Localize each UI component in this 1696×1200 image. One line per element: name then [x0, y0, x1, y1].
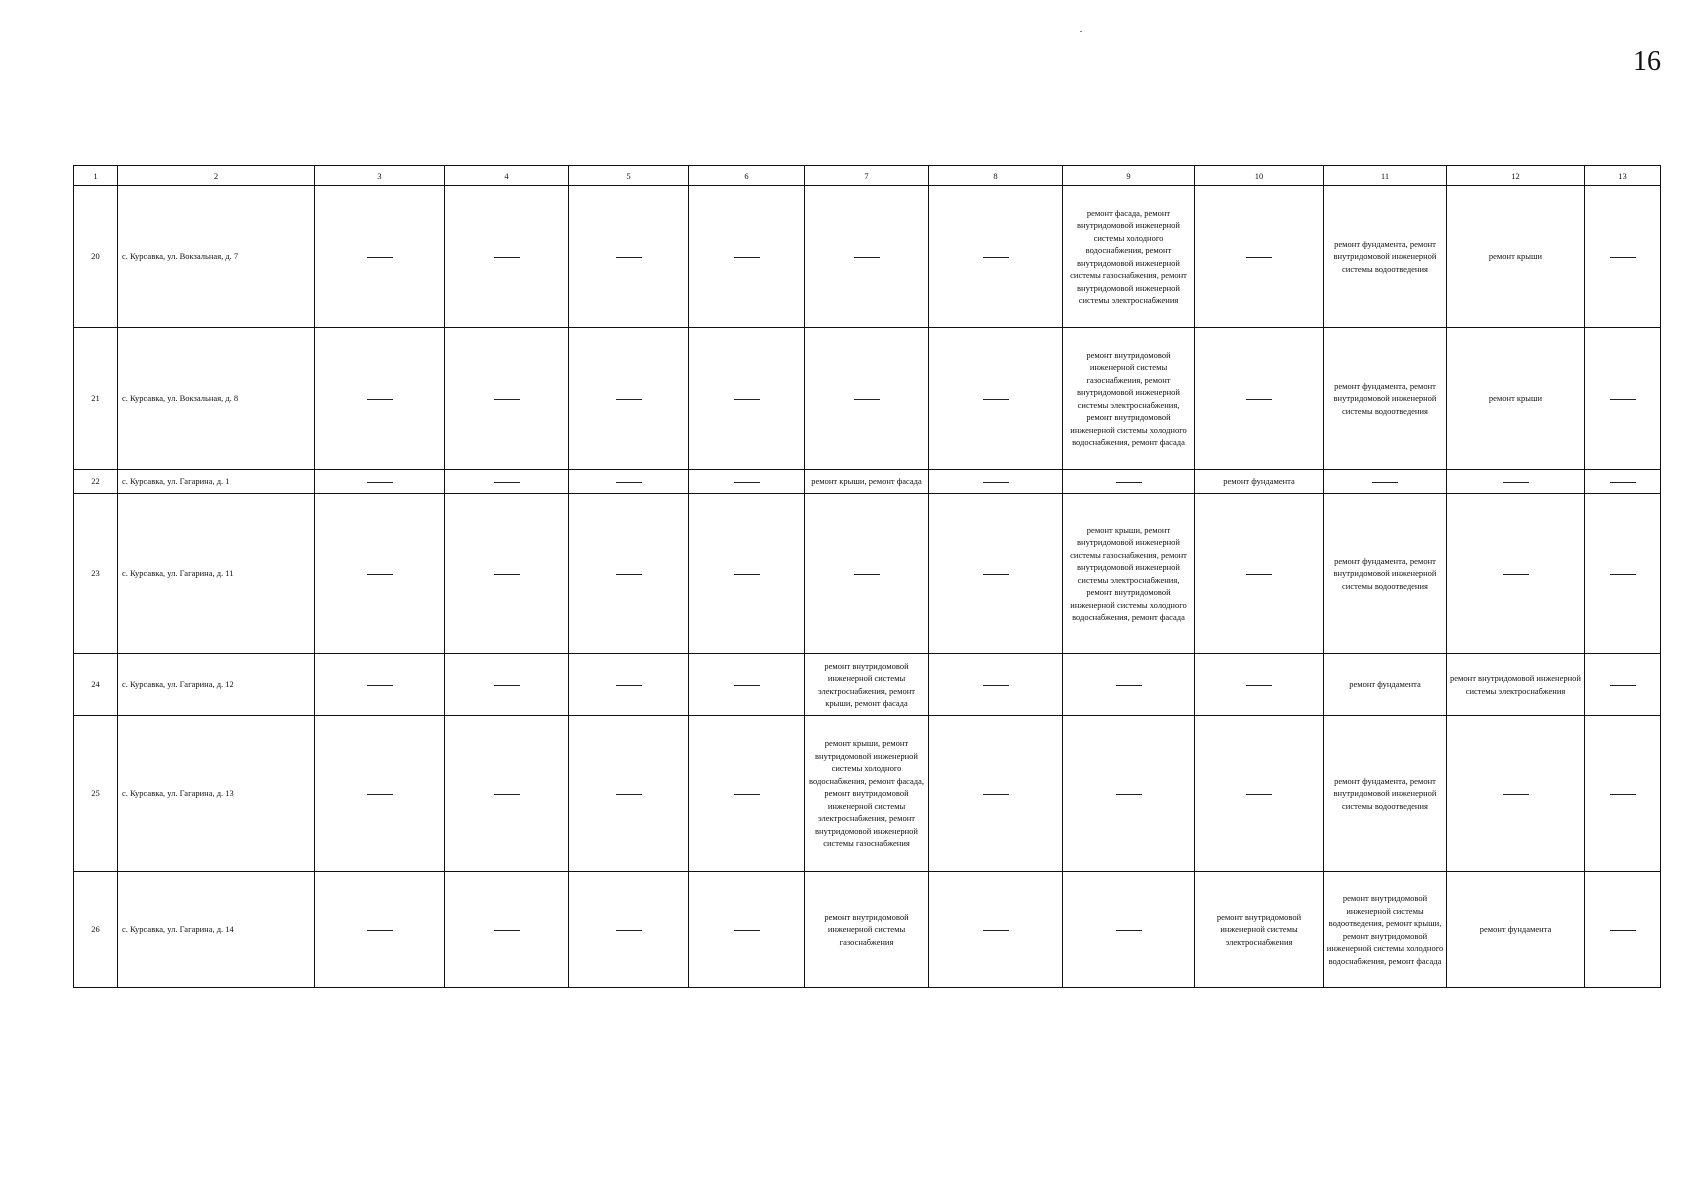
column-number: 11 [1324, 166, 1447, 186]
dash-mark [734, 685, 760, 686]
dash-mark [616, 685, 642, 686]
work-cell [929, 494, 1063, 654]
dash-mark [1246, 794, 1272, 795]
work-cell [445, 186, 569, 328]
dash-mark [367, 930, 393, 931]
work-cell [1195, 186, 1324, 328]
work-cell: ремонт крыши [1447, 328, 1585, 470]
dash-mark [367, 482, 393, 483]
dash-mark [983, 574, 1009, 575]
dash-mark [616, 482, 642, 483]
table-row [74, 494, 1661, 654]
work-cell [1447, 470, 1585, 494]
dash-mark [854, 574, 880, 575]
work-cell: ремонт внутридомовой инженерной системы газоснабжения [805, 872, 929, 988]
dash-mark [1503, 794, 1529, 795]
work-cell [929, 186, 1063, 328]
work-cell [569, 654, 689, 716]
dash-mark [1246, 685, 1272, 686]
work-cell [929, 716, 1063, 872]
work-cell [929, 470, 1063, 494]
column-number-row [74, 166, 1661, 186]
dash-mark [1503, 482, 1529, 483]
row-number: 25 [74, 716, 118, 872]
column-number: 9 [1063, 166, 1195, 186]
row-number: 24 [74, 654, 118, 716]
dash-mark [494, 574, 520, 575]
row-number: 21 [74, 328, 118, 470]
work-cell: ремонт внутридомовой инженерной системы электроснабжения [1447, 654, 1585, 716]
work-cell [1324, 470, 1447, 494]
work-cell [1585, 494, 1661, 654]
column-number: 10 [1195, 166, 1324, 186]
work-cell: ремонт внутридомовой инженерной системы электроснабжения, ремонт крыши, ремонт фасада [805, 654, 929, 716]
work-cell [689, 328, 805, 470]
work-cell: ремонт фасада, ремонт внутридомовой инженерной системы холодного водоснабжения, ремонт внутридомовой инженерной системы газоснабжения, ремонт внутридомовой инженерной системы электроснабжения [1063, 186, 1195, 328]
dash-mark [494, 399, 520, 400]
dash-mark [734, 399, 760, 400]
dash-mark [1116, 685, 1142, 686]
work-cell: ремонт крыши, ремонт внутридомовой инженерной системы газоснабжения, ремонт внутридомовой инженерной системы электроснабжения, ремонт внутридомовой инженерной системы холодного водоснабжения, ремонт фасада [1063, 494, 1195, 654]
dash-mark [734, 930, 760, 931]
work-cell [1585, 716, 1661, 872]
dash-mark [616, 794, 642, 795]
work-cell [689, 872, 805, 988]
work-cell [1195, 654, 1324, 716]
work-cell [689, 470, 805, 494]
address-cell: с. Курсавка, ул. Гагарина, д. 14 [118, 872, 315, 988]
work-cell [445, 654, 569, 716]
work-cell [1585, 470, 1661, 494]
row-number: 20 [74, 186, 118, 328]
work-cell: ремонт крыши, ремонт внутридомовой инженерной системы холодного водоснабжения, ремонт фасада, ремонт внутридомовой инженерной системы электроснабжения, ремонт внутридомовой инженерной системы газоснабжения [805, 716, 929, 872]
work-cell [315, 494, 445, 654]
row-number: 23 [74, 494, 118, 654]
dash-mark [367, 399, 393, 400]
address-cell: с. Курсавка, ул. Гагарина, д. 12 [118, 654, 315, 716]
dash-mark [1610, 574, 1636, 575]
work-cell [689, 716, 805, 872]
work-cell: ремонт фундамента [1324, 654, 1447, 716]
column-number: 6 [689, 166, 805, 186]
dash-mark [1610, 794, 1636, 795]
dash-mark [854, 399, 880, 400]
work-cell [445, 872, 569, 988]
work-cell: ремонт фундамента [1195, 470, 1324, 494]
column-number: 3 [315, 166, 445, 186]
work-cell [1063, 716, 1195, 872]
column-number: 7 [805, 166, 929, 186]
dash-mark [1610, 930, 1636, 931]
work-cell [1063, 470, 1195, 494]
work-cell: ремонт крыши, ремонт фасада [805, 470, 929, 494]
dash-mark [494, 685, 520, 686]
work-cell [689, 494, 805, 654]
work-cell [569, 328, 689, 470]
column-number: 4 [445, 166, 569, 186]
work-cell [1195, 716, 1324, 872]
work-cell [805, 328, 929, 470]
work-cell [445, 716, 569, 872]
column-number: 5 [569, 166, 689, 186]
dash-mark [1503, 574, 1529, 575]
dash-mark [983, 794, 1009, 795]
table-row [74, 872, 1661, 988]
work-cell [1063, 654, 1195, 716]
column-number: 1 [74, 166, 118, 186]
work-cell [315, 654, 445, 716]
work-cell [1585, 654, 1661, 716]
dash-mark [1372, 482, 1398, 483]
address-cell: с. Курсавка, ул. Гагарина, д. 13 [118, 716, 315, 872]
work-cell [569, 186, 689, 328]
work-cell [1447, 494, 1585, 654]
row-number: 26 [74, 872, 118, 988]
dash-mark [983, 399, 1009, 400]
dash-mark [1116, 482, 1142, 483]
work-cell: ремонт фундамента, ремонт внутридомовой инженерной системы водоотведения [1324, 716, 1447, 872]
work-cell: ремонт внутридомовой инженерной системы газоснабжения, ремонт внутридомовой инженерной системы электроснабжения, ремонт внутридомовой инженерной системы холодного водоснабжения, ремонт фасада [1063, 328, 1195, 470]
work-cell [805, 186, 929, 328]
work-cell: ремонт фундамента [1447, 872, 1585, 988]
dash-mark [616, 257, 642, 258]
dash-mark [616, 930, 642, 931]
dash-mark [983, 482, 1009, 483]
work-cell [569, 494, 689, 654]
work-cell [805, 494, 929, 654]
dash-mark [1610, 685, 1636, 686]
work-cell [315, 186, 445, 328]
work-cell [689, 654, 805, 716]
dash-mark [1116, 794, 1142, 795]
work-cell [1585, 872, 1661, 988]
work-cell [315, 872, 445, 988]
work-cell [1585, 328, 1661, 470]
work-cell [1195, 328, 1324, 470]
work-cell [445, 494, 569, 654]
dash-mark [367, 794, 393, 795]
dash-mark [616, 574, 642, 575]
work-cell: ремонт фундамента, ремонт внутридомовой инженерной системы водоотведения [1324, 328, 1447, 470]
dash-mark [367, 685, 393, 686]
dash-mark [1610, 482, 1636, 483]
dash-mark [494, 930, 520, 931]
dash-mark [494, 257, 520, 258]
dash-mark [1246, 257, 1272, 258]
work-cell [315, 470, 445, 494]
dash-mark [983, 257, 1009, 258]
dash-mark [734, 482, 760, 483]
work-cell: ремонт внутридомовой инженерной системы водоотведения, ремонт крыши, ремонт внутридомовой инженерной системы холодного водоснабжения, ремонт фасада [1324, 872, 1447, 988]
column-number: 2 [118, 166, 315, 186]
work-cell: ремонт фундамента, ремонт внутридомовой инженерной системы водоотведения [1324, 186, 1447, 328]
work-cell [1585, 186, 1661, 328]
table-row [74, 470, 1661, 494]
column-number: 8 [929, 166, 1063, 186]
work-cell [569, 872, 689, 988]
dash-mark [854, 257, 880, 258]
repair-schedule-table [73, 165, 1661, 988]
address-cell: с. Курсавка, ул. Вокзальная, д. 7 [118, 186, 315, 328]
work-cell [569, 716, 689, 872]
work-cell [1195, 494, 1324, 654]
dash-mark [1610, 257, 1636, 258]
dash-mark [734, 574, 760, 575]
dash-mark [1116, 930, 1142, 931]
work-cell [929, 872, 1063, 988]
work-cell [445, 470, 569, 494]
work-cell: ремонт внутридомовой инженерной системы электроснабжения [1195, 872, 1324, 988]
dash-mark [494, 794, 520, 795]
work-cell [1063, 872, 1195, 988]
dash-mark [367, 257, 393, 258]
table-row [74, 716, 1661, 872]
work-cell [929, 328, 1063, 470]
work-cell: ремонт фундамента, ремонт внутридомовой инженерной системы водоотведения [1324, 494, 1447, 654]
address-cell: с. Курсавка, ул. Гагарина, д. 11 [118, 494, 315, 654]
table-row [74, 186, 1661, 328]
table-row [74, 654, 1661, 716]
work-cell [315, 716, 445, 872]
dash-mark [494, 482, 520, 483]
dash-mark [734, 257, 760, 258]
dash-mark [734, 794, 760, 795]
column-number: 12 [1447, 166, 1585, 186]
work-cell [445, 328, 569, 470]
dash-mark [1246, 574, 1272, 575]
work-cell [1447, 716, 1585, 872]
work-cell [315, 328, 445, 470]
work-cell [569, 470, 689, 494]
work-cell: ремонт крыши [1447, 186, 1585, 328]
scan-speck [1080, 31, 1082, 32]
dash-mark [367, 574, 393, 575]
address-cell: с. Курсавка, ул. Гагарина, д. 1 [118, 470, 315, 494]
work-cell [689, 186, 805, 328]
column-number: 13 [1585, 166, 1661, 186]
dash-mark [983, 930, 1009, 931]
page-number: 16 [1633, 46, 1661, 77]
address-cell: с. Курсавка, ул. Вокзальная, д. 8 [118, 328, 315, 470]
row-number: 22 [74, 470, 118, 494]
dash-mark [616, 399, 642, 400]
dash-mark [983, 685, 1009, 686]
dash-mark [1246, 399, 1272, 400]
dash-mark [1610, 399, 1636, 400]
work-cell [929, 654, 1063, 716]
table-row [74, 328, 1661, 470]
